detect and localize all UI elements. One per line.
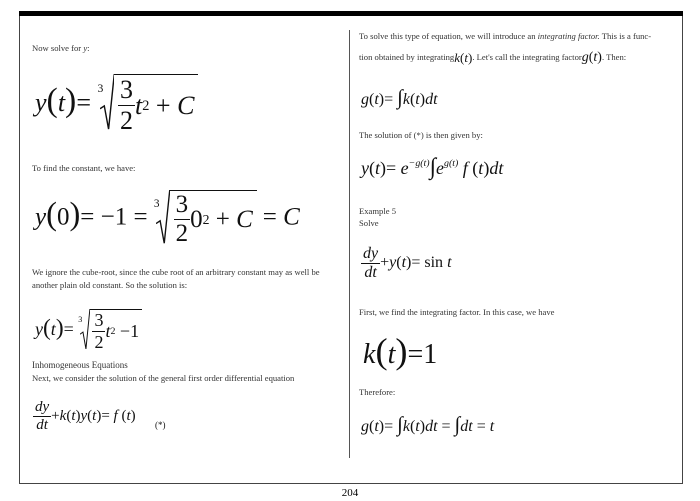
- equation-g-equals-t: g(t)= ∫k(t)dt = ∫dt = t: [361, 413, 495, 436]
- paragraph-now-solve: Now solve for y:: [32, 43, 90, 53]
- heading-inhomogeneous-equations: Inhomogeneous Equations: [32, 360, 128, 370]
- paragraph-intro-line1: To solve this type of equation, we will introduce an integrating factor. This is a func-: [359, 31, 652, 41]
- equation-integrating-factor: g(t)= ∫k(t)dt: [361, 86, 438, 109]
- paragraph-ignore-cube-root: We ignore the cube-root, since the cube root of an arbitrary constant may as well be another plain old constant. So the solution is:: [32, 267, 320, 290]
- equation-y-cube-root: y(t)= 3 $\frac{3}{2}$ t 2 + C: [35, 74, 198, 136]
- page-number: 204: [341, 487, 359, 499]
- equation-example-ode: $\frac{dy}{dt}$ +y(t)= sin t: [363, 245, 452, 281]
- paragraph-first-find: First, we find the integrating factor. In this case, we have: [359, 307, 555, 317]
- paragraph-therefore: Therefore:: [359, 387, 396, 397]
- equation-general-first-order: $\frac{dy}{dt}$ +k(t)y(t)= f (t): [35, 399, 136, 433]
- equation-k-equals-one: k(t)=1: [363, 331, 438, 371]
- example-label: Example 5: [359, 206, 396, 216]
- paragraph-solution-given: The solution of (*) is then given by:: [359, 130, 483, 140]
- paragraph-find-constant: To find the constant, we have:: [32, 163, 136, 173]
- paragraph-intro-line2: tion obtained by integrating k(t) . Let's call the integrating factor g(t) . Then:: [359, 49, 627, 65]
- column-divider: [349, 30, 350, 458]
- example-instruction: Solve: [359, 218, 379, 228]
- equation-tag: (*): [155, 420, 166, 430]
- equation-general-solution: $y(t)= e^{-g(t)}\int e^{g(t)}$ f (t)dt: [361, 154, 504, 180]
- equation-initial-value: y(0)= −1 = 3 $\frac{3}{2}$ 0 2 + C = C: [35, 191, 300, 247]
- paragraph-next-consider: Next, we consider the solution of the general first order differential equation: [32, 373, 295, 383]
- equation-solution: y(t)= 3 $\frac{3}{2}$ t 2 −1: [35, 309, 142, 353]
